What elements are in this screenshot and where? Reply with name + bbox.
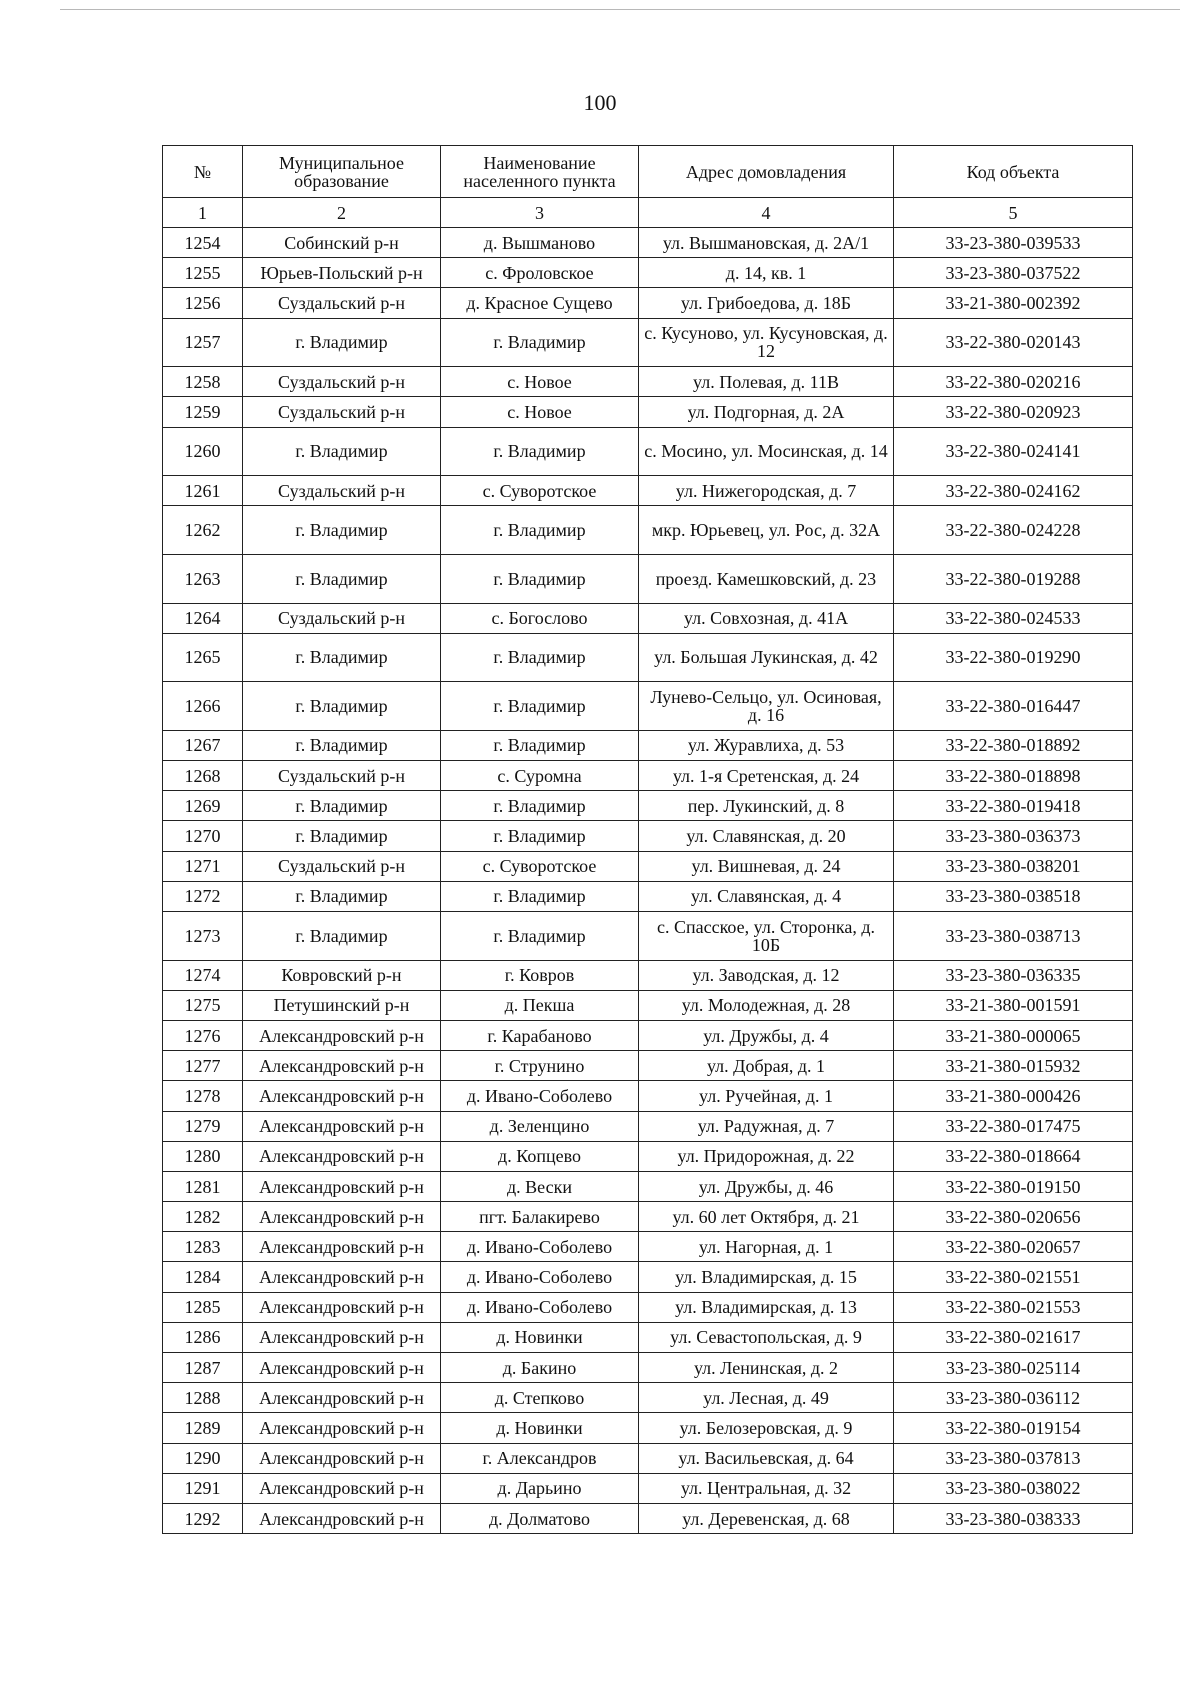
table-row xyxy=(163,1111,1133,1141)
cell-settlement: с. Новое xyxy=(441,397,639,427)
cell-number: 1264 xyxy=(163,603,243,633)
cell-municipality: г. Владимир xyxy=(243,427,441,476)
cell-municipality: Александровский р-н xyxy=(243,1111,441,1141)
cell-number: 1269 xyxy=(163,791,243,821)
cell-object-code: 33-21-380-000065 xyxy=(894,1020,1133,1050)
table-row xyxy=(163,1262,1133,1292)
table-row xyxy=(163,730,1133,760)
cell-object-code: 33-22-380-020923 xyxy=(894,397,1133,427)
table-row xyxy=(163,1171,1133,1201)
cell-number: 1270 xyxy=(163,821,243,851)
cell-address: ул. Славянская, д. 4 xyxy=(639,881,894,911)
cell-object-code: 33-23-380-038713 xyxy=(894,912,1133,961)
table-row xyxy=(163,1383,1133,1413)
cell-object-code: 33-22-380-016447 xyxy=(894,682,1133,731)
cell-number: 1258 xyxy=(163,367,243,397)
cell-address: мкр. Юрьевец, ул. Рос, д. 32А xyxy=(639,506,894,555)
cell-settlement: с. Богослово xyxy=(441,603,639,633)
cell-object-code: 33-23-380-036335 xyxy=(894,960,1133,990)
column-number: 3 xyxy=(441,198,639,228)
table-row xyxy=(163,476,1133,506)
cell-municipality: г. Владимир xyxy=(243,791,441,821)
cell-address: ул. Вышмановская, д. 2А/1 xyxy=(639,228,894,258)
table-row xyxy=(163,318,1133,367)
cell-number: 1259 xyxy=(163,397,243,427)
cell-object-code: 33-22-380-020143 xyxy=(894,318,1133,367)
cell-address: ул. Владимирская, д. 13 xyxy=(639,1292,894,1322)
column-number: 4 xyxy=(639,198,894,228)
cell-object-code: 33-22-380-019288 xyxy=(894,554,1133,603)
cell-municipality: Александровский р-н xyxy=(243,1081,441,1111)
cell-settlement: д. Степково xyxy=(441,1383,639,1413)
cell-settlement: с. Новое xyxy=(441,367,639,397)
cell-settlement: д. Ивано-Соболево xyxy=(441,1232,639,1262)
table-row xyxy=(163,427,1133,476)
cell-object-code: 33-21-380-015932 xyxy=(894,1051,1133,1081)
table-row xyxy=(163,1473,1133,1503)
cell-settlement: г. Владимир xyxy=(441,791,639,821)
cell-municipality: г. Владимир xyxy=(243,821,441,851)
cell-settlement: г. Владимир xyxy=(441,633,639,682)
cell-settlement: г. Ковров xyxy=(441,960,639,990)
cell-municipality: Александровский р-н xyxy=(243,1413,441,1443)
table-row xyxy=(163,1322,1133,1352)
cell-municipality: Суздальский р-н xyxy=(243,851,441,881)
cell-municipality: Александровский р-н xyxy=(243,1202,441,1232)
cell-municipality: Суздальский р-н xyxy=(243,397,441,427)
cell-number: 1261 xyxy=(163,476,243,506)
header-object-code: Код объекта xyxy=(894,146,1133,198)
cell-number: 1282 xyxy=(163,1202,243,1232)
table-row xyxy=(163,603,1133,633)
cell-address: ул. Нагорная, д. 1 xyxy=(639,1232,894,1262)
column-number: 2 xyxy=(243,198,441,228)
cell-number: 1255 xyxy=(163,258,243,288)
cell-object-code: 33-22-380-019418 xyxy=(894,791,1133,821)
cell-address: ул. Центральная, д. 32 xyxy=(639,1473,894,1503)
cell-address: ул. Ленинская, д. 2 xyxy=(639,1353,894,1383)
cell-address: ул. Белозеровская, д. 9 xyxy=(639,1413,894,1443)
table-row xyxy=(163,791,1133,821)
cell-object-code: 33-23-380-038333 xyxy=(894,1503,1133,1533)
table-row xyxy=(163,506,1133,555)
cell-address: ул. Радужная, д. 7 xyxy=(639,1111,894,1141)
table-row xyxy=(163,397,1133,427)
cell-number: 1276 xyxy=(163,1020,243,1050)
cell-address: Лунево-Сельцо, ул. Осиновая, д. 16 xyxy=(639,682,894,731)
cell-number: 1279 xyxy=(163,1111,243,1141)
cell-settlement: д. Дарьино xyxy=(441,1473,639,1503)
table-header-row xyxy=(163,146,1133,198)
cell-municipality: Александровский р-н xyxy=(243,1503,441,1533)
households-table xyxy=(162,145,1133,1534)
cell-number: 1283 xyxy=(163,1232,243,1262)
cell-settlement: с. Фроловское xyxy=(441,258,639,288)
cell-address: ул. Молодежная, д. 28 xyxy=(639,990,894,1020)
cell-number: 1263 xyxy=(163,554,243,603)
cell-object-code: 33-22-380-021551 xyxy=(894,1262,1133,1292)
cell-number: 1267 xyxy=(163,730,243,760)
cell-address: с. Мосино, ул. Мосинская, д. 14 xyxy=(639,427,894,476)
table-row xyxy=(163,1232,1133,1262)
cell-municipality: Александровский р-н xyxy=(243,1353,441,1383)
table-row xyxy=(163,1443,1133,1473)
cell-number: 1257 xyxy=(163,318,243,367)
cell-object-code: 33-23-380-038518 xyxy=(894,881,1133,911)
cell-object-code: 33-23-380-025114 xyxy=(894,1353,1133,1383)
cell-number: 1287 xyxy=(163,1353,243,1383)
table-row xyxy=(163,1020,1133,1050)
cell-municipality: г. Владимир xyxy=(243,506,441,555)
cell-object-code: 33-22-380-018664 xyxy=(894,1141,1133,1171)
table-row xyxy=(163,1503,1133,1533)
cell-object-code: 33-23-380-036112 xyxy=(894,1383,1133,1413)
cell-number: 1268 xyxy=(163,761,243,791)
cell-number: 1274 xyxy=(163,960,243,990)
cell-number: 1291 xyxy=(163,1473,243,1503)
cell-address: ул. Совхозная, д. 41А xyxy=(639,603,894,633)
cell-number: 1277 xyxy=(163,1051,243,1081)
cell-address: ул. Лесная, д. 49 xyxy=(639,1383,894,1413)
cell-address: ул. Грибоедова, д. 18Б xyxy=(639,288,894,318)
column-number: 5 xyxy=(894,198,1133,228)
cell-number: 1290 xyxy=(163,1443,243,1473)
cell-municipality: Александровский р-н xyxy=(243,1292,441,1322)
cell-settlement: д. Бакино xyxy=(441,1353,639,1383)
cell-address: ул. Нижегородская, д. 7 xyxy=(639,476,894,506)
table-row xyxy=(163,1353,1133,1383)
table-row xyxy=(163,633,1133,682)
cell-municipality: Юрьев-Польский р-н xyxy=(243,258,441,288)
cell-number: 1260 xyxy=(163,427,243,476)
cell-address: ул. Славянская, д. 20 xyxy=(639,821,894,851)
table-row xyxy=(163,228,1133,258)
cell-settlement: г. Владимир xyxy=(441,912,639,961)
table-row xyxy=(163,960,1133,990)
table-row xyxy=(163,990,1133,1020)
cell-municipality: Александровский р-н xyxy=(243,1232,441,1262)
cell-number: 1281 xyxy=(163,1171,243,1201)
cell-number: 1288 xyxy=(163,1383,243,1413)
cell-object-code: 33-22-380-019290 xyxy=(894,633,1133,682)
cell-municipality: Александровский р-н xyxy=(243,1473,441,1503)
column-number: 1 xyxy=(163,198,243,228)
cell-object-code: 33-21-380-000426 xyxy=(894,1081,1133,1111)
cell-address: ул. Подгорная, д. 2А xyxy=(639,397,894,427)
table-row xyxy=(163,554,1133,603)
cell-number: 1256 xyxy=(163,288,243,318)
cell-number: 1265 xyxy=(163,633,243,682)
cell-object-code: 33-22-380-024141 xyxy=(894,427,1133,476)
table-row xyxy=(163,258,1133,288)
cell-object-code: 33-23-380-037813 xyxy=(894,1443,1133,1473)
cell-address: ул. Придорожная, д. 22 xyxy=(639,1141,894,1171)
page-number: 100 xyxy=(583,90,617,115)
cell-municipality: г. Владимир xyxy=(243,633,441,682)
table-row xyxy=(163,1081,1133,1111)
cell-object-code: 33-22-380-019154 xyxy=(894,1413,1133,1443)
cell-number: 1262 xyxy=(163,506,243,555)
cell-address: ул. Большая Лукинская, д. 42 xyxy=(639,633,894,682)
cell-settlement: с. Суромна xyxy=(441,761,639,791)
cell-municipality: Александровский р-н xyxy=(243,1262,441,1292)
table-row xyxy=(163,288,1133,318)
table-row xyxy=(163,682,1133,731)
cell-address: ул. Дружбы, д. 46 xyxy=(639,1171,894,1201)
cell-settlement: д. Ивано-Соболево xyxy=(441,1262,639,1292)
cell-number: 1280 xyxy=(163,1141,243,1171)
cell-address: с. Спасское, ул. Сторонка, д. 10Б xyxy=(639,912,894,961)
cell-number: 1266 xyxy=(163,682,243,731)
cell-object-code: 33-22-380-024533 xyxy=(894,603,1133,633)
cell-object-code: 33-22-380-018892 xyxy=(894,730,1133,760)
cell-object-code: 33-21-380-002392 xyxy=(894,288,1133,318)
cell-municipality: Александровский р-н xyxy=(243,1171,441,1201)
cell-settlement: д. Пекша xyxy=(441,990,639,1020)
cell-object-code: 33-22-380-019150 xyxy=(894,1171,1133,1201)
cell-object-code: 33-22-380-024228 xyxy=(894,506,1133,555)
cell-address: ул. 60 лет Октября, д. 21 xyxy=(639,1202,894,1232)
cell-settlement: г. Владимир xyxy=(441,554,639,603)
header-municipality: Муниципальное образование xyxy=(243,146,441,198)
cell-municipality: Александровский р-н xyxy=(243,1322,441,1352)
cell-address: ул. Владимирская, д. 15 xyxy=(639,1262,894,1292)
cell-settlement: г. Владимир xyxy=(441,427,639,476)
scan-edge-line xyxy=(60,9,1180,10)
cell-address: ул. Заводская, д. 12 xyxy=(639,960,894,990)
cell-number: 1272 xyxy=(163,881,243,911)
cell-settlement: д. Вески xyxy=(441,1171,639,1201)
cell-settlement: г. Владимир xyxy=(441,730,639,760)
cell-municipality: Суздальский р-н xyxy=(243,288,441,318)
cell-settlement: с. Суворотское xyxy=(441,851,639,881)
cell-address: проезд. Камешковский, д. 23 xyxy=(639,554,894,603)
cell-object-code: 33-23-380-038022 xyxy=(894,1473,1133,1503)
cell-settlement: д. Новинки xyxy=(441,1413,639,1443)
cell-municipality: Александровский р-н xyxy=(243,1383,441,1413)
cell-settlement: д. Новинки xyxy=(441,1322,639,1352)
cell-municipality: г. Владимир xyxy=(243,554,441,603)
cell-municipality: Суздальский р-н xyxy=(243,476,441,506)
cell-object-code: 33-22-380-020656 xyxy=(894,1202,1133,1232)
header-settlement: Наименование населенного пункта xyxy=(441,146,639,198)
cell-number: 1278 xyxy=(163,1081,243,1111)
table-row xyxy=(163,1051,1133,1081)
cell-settlement: г. Карабаново xyxy=(441,1020,639,1050)
cell-address: ул. Добрая, д. 1 xyxy=(639,1051,894,1081)
cell-municipality: Александровский р-н xyxy=(243,1141,441,1171)
table-row xyxy=(163,761,1133,791)
cell-settlement: пгт. Балакирево xyxy=(441,1202,639,1232)
cell-address: ул. Васильевская, д. 64 xyxy=(639,1443,894,1473)
header-number: № xyxy=(163,146,243,198)
cell-number: 1254 xyxy=(163,228,243,258)
cell-address: ул. Севастопольская, д. 9 xyxy=(639,1322,894,1352)
cell-object-code: 33-22-380-020216 xyxy=(894,367,1133,397)
table-row xyxy=(163,821,1133,851)
cell-settlement: г. Владимир xyxy=(441,682,639,731)
cell-settlement: д. Красное Сущево xyxy=(441,288,639,318)
cell-settlement: г. Александров xyxy=(441,1443,639,1473)
cell-address: ул. Ручейная, д. 1 xyxy=(639,1081,894,1111)
table-row xyxy=(163,1413,1133,1443)
cell-address: д. 14, кв. 1 xyxy=(639,258,894,288)
cell-settlement: д. Зеленцино xyxy=(441,1111,639,1141)
cell-municipality: Собинский р-н xyxy=(243,228,441,258)
cell-number: 1275 xyxy=(163,990,243,1020)
cell-number: 1273 xyxy=(163,912,243,961)
table-row xyxy=(163,851,1133,881)
cell-number: 1285 xyxy=(163,1292,243,1322)
cell-number: 1292 xyxy=(163,1503,243,1533)
cell-address: ул. 1-я Сретенская, д. 24 xyxy=(639,761,894,791)
cell-address: с. Кусуново, ул. Кусуновская, д. 12 xyxy=(639,318,894,367)
cell-settlement: г. Владимир xyxy=(441,821,639,851)
cell-municipality: Суздальский р-н xyxy=(243,367,441,397)
cell-address: ул. Вишневая, д. 24 xyxy=(639,851,894,881)
cell-municipality: Александровский р-н xyxy=(243,1443,441,1473)
table-row xyxy=(163,1292,1133,1322)
header-address: Адрес домовладения xyxy=(639,146,894,198)
cell-address: ул. Деревенская, д. 68 xyxy=(639,1503,894,1533)
cell-settlement: д. Ивано-Соболево xyxy=(441,1081,639,1111)
cell-address: ул. Полевая, д. 11В xyxy=(639,367,894,397)
cell-object-code: 33-22-380-024162 xyxy=(894,476,1133,506)
cell-municipality: Ковровский р-н xyxy=(243,960,441,990)
cell-number: 1284 xyxy=(163,1262,243,1292)
cell-object-code: 33-22-380-020657 xyxy=(894,1232,1133,1262)
cell-municipality: г. Владимир xyxy=(243,912,441,961)
cell-municipality: Суздальский р-н xyxy=(243,761,441,791)
column-number-row xyxy=(163,198,1133,228)
table-row xyxy=(163,881,1133,911)
cell-settlement: д. Копцево xyxy=(441,1141,639,1171)
cell-object-code: 33-22-380-018898 xyxy=(894,761,1133,791)
cell-number: 1289 xyxy=(163,1413,243,1443)
cell-address: ул. Журавлиха, д. 53 xyxy=(639,730,894,760)
cell-municipality: Петушинский р-н xyxy=(243,990,441,1020)
cell-settlement: г. Владимир xyxy=(441,881,639,911)
cell-municipality: Александровский р-н xyxy=(243,1020,441,1050)
cell-object-code: 33-23-380-036373 xyxy=(894,821,1133,851)
cell-municipality: г. Владимир xyxy=(243,881,441,911)
cell-object-code: 33-21-380-001591 xyxy=(894,990,1133,1020)
cell-number: 1286 xyxy=(163,1322,243,1352)
cell-settlement: г. Струнино xyxy=(441,1051,639,1081)
cell-object-code: 33-23-380-039533 xyxy=(894,228,1133,258)
cell-municipality: Александровский р-н xyxy=(243,1051,441,1081)
cell-address: ул. Дружбы, д. 4 xyxy=(639,1020,894,1050)
cell-object-code: 33-22-380-021617 xyxy=(894,1322,1133,1352)
cell-settlement: с. Суворотское xyxy=(441,476,639,506)
cell-settlement: д. Долматово xyxy=(441,1503,639,1533)
cell-address: пер. Лукинский, д. 8 xyxy=(639,791,894,821)
table-row xyxy=(163,912,1133,961)
cell-municipality: г. Владимир xyxy=(243,682,441,731)
cell-object-code: 33-22-380-017475 xyxy=(894,1111,1133,1141)
cell-municipality: г. Владимир xyxy=(243,318,441,367)
cell-number: 1271 xyxy=(163,851,243,881)
cell-settlement: д. Вышманово xyxy=(441,228,639,258)
table-row xyxy=(163,1141,1133,1171)
table-row xyxy=(163,367,1133,397)
cell-settlement: д. Ивано-Соболево xyxy=(441,1292,639,1322)
cell-municipality: г. Владимир xyxy=(243,730,441,760)
cell-settlement: г. Владимир xyxy=(441,506,639,555)
cell-object-code: 33-22-380-021553 xyxy=(894,1292,1133,1322)
table-body xyxy=(163,228,1133,1534)
cell-object-code: 33-23-380-037522 xyxy=(894,258,1133,288)
cell-settlement: г. Владимир xyxy=(441,318,639,367)
cell-municipality: Суздальский р-н xyxy=(243,603,441,633)
cell-object-code: 33-23-380-038201 xyxy=(894,851,1133,881)
table-row xyxy=(163,1202,1133,1232)
